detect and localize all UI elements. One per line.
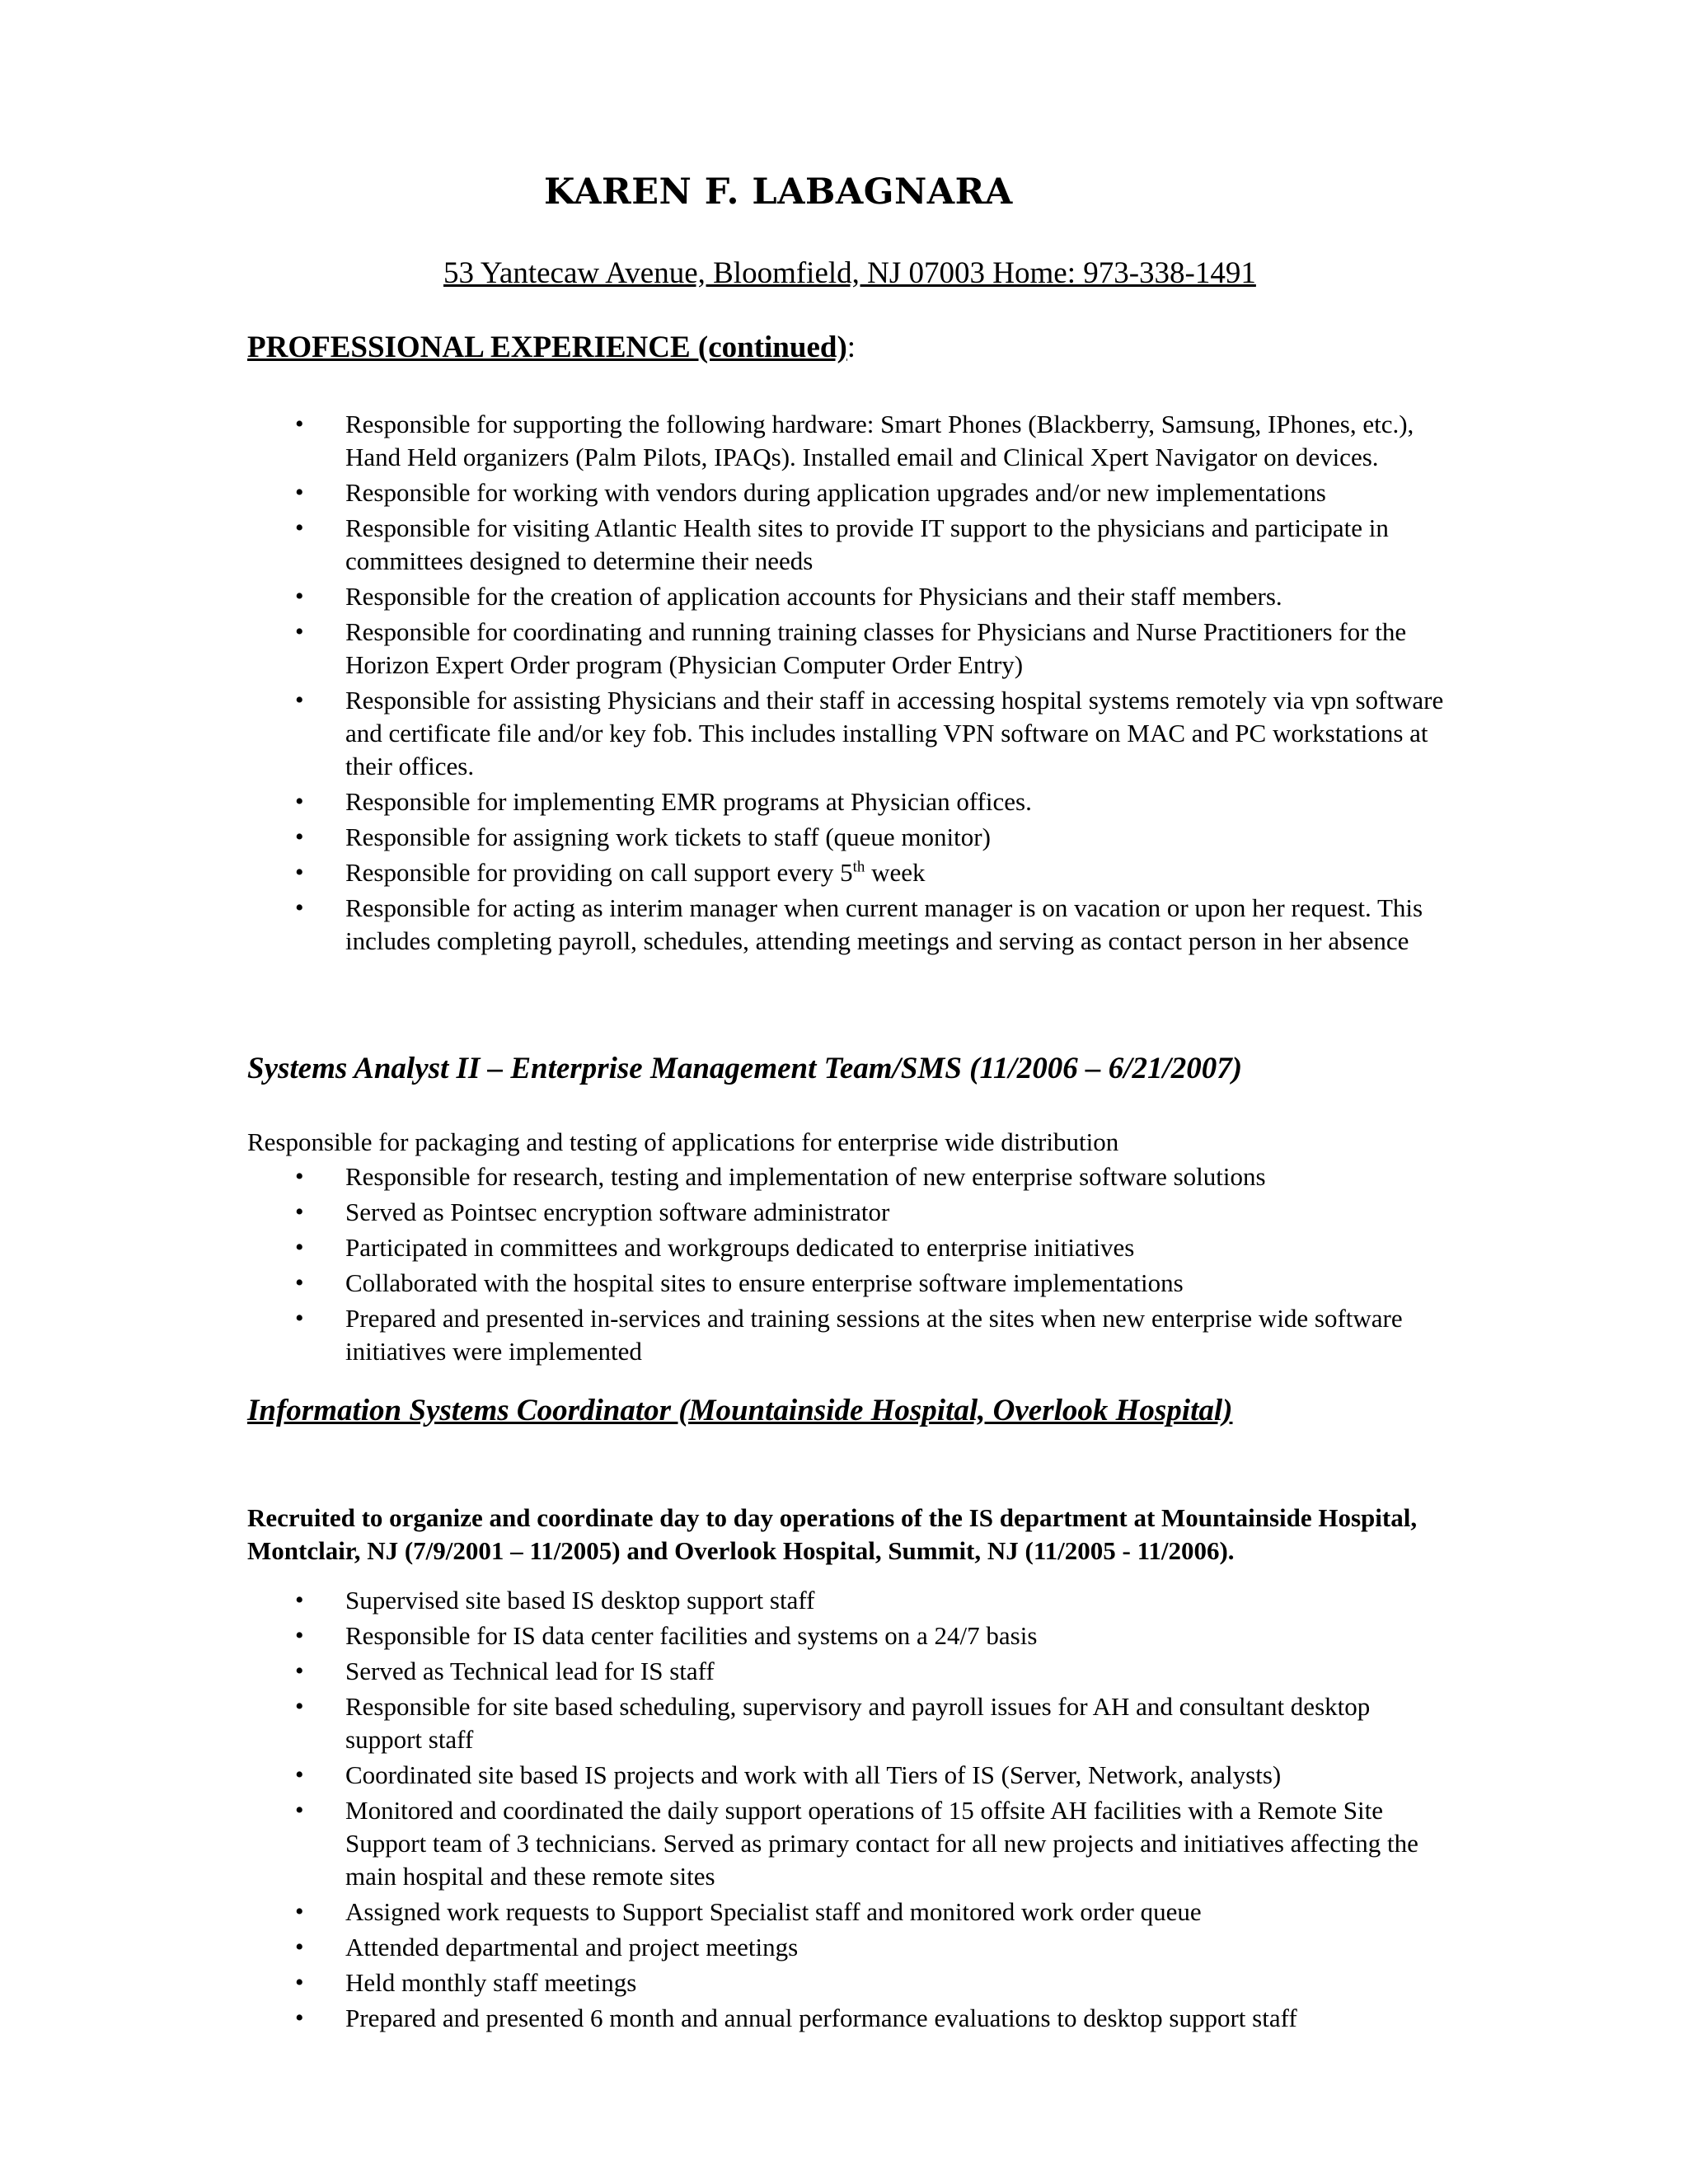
list-item bbox=[247, 1619, 1451, 1652]
list-item bbox=[247, 1196, 1451, 1229]
list-item bbox=[247, 2002, 1451, 2035]
list-item bbox=[247, 892, 1451, 958]
bullet-text: Served as Technical lead for IS staff bbox=[345, 1657, 715, 1685]
list-item bbox=[247, 1231, 1451, 1264]
list-item bbox=[247, 1759, 1451, 1792]
list-item bbox=[247, 684, 1451, 783]
bullet-text: Coordinated site based IS projects and work with all Tiers of IS (Server, Network, analysts) bbox=[345, 1760, 1282, 1789]
bullet-text: Collaborated with the hospital sites to ensure enterprise software implementations bbox=[345, 1268, 1184, 1297]
bullet-text: Responsible for site based scheduling, supervisory and payroll issues for AH and consultant desktop support staff bbox=[345, 1692, 1371, 1754]
oncall-superscript: th bbox=[852, 858, 865, 876]
bullet-text: Supervised site based IS desktop support staff bbox=[345, 1586, 815, 1615]
contact-address: 53 Yantecaw Avenue, Bloomfield, NJ 07003 Home: 973-338-1491 bbox=[443, 256, 1256, 290]
bullet-text: Responsible for assisting Physicians and their staff in accessing hospital systems remotely via vpn software and certificate file and/or key fob. This includes installing VPN software on MAC and PC workstations at their offices. bbox=[345, 686, 1444, 780]
bullet-text: Responsible for coordinating and running training classes for Physicians and Nurse Practitioners for the Horizon Expert Order program (Physician Computer Order Entry) bbox=[345, 617, 1407, 679]
bullet-text: Responsible for working with vendors during application upgrades and/or new implementations bbox=[345, 478, 1326, 507]
bullet-text: Assigned work requests to Support Specialist staff and monitored work order queue bbox=[345, 1897, 1202, 1926]
bullet-text: Responsible for the creation of application accounts for Physicians and their staff members. bbox=[345, 582, 1282, 611]
oncall-suffix: week bbox=[865, 858, 926, 887]
oncall-text: Responsible for providing on call support every 5 bbox=[345, 858, 853, 887]
bullet-text: Responsible for supporting the following hardware: Smart Phones (Blackberry, Samsung, IPhones, etc.), Hand Held organizers (Palm Pilots, IPAQs). Installed email and Clinical Xpert Navigator on devices. bbox=[345, 410, 1414, 471]
list-item bbox=[247, 1655, 1451, 1688]
analyst-intro: Responsible for packaging and testing of applications for enterprise wide distribution bbox=[247, 1127, 1119, 1156]
list-item bbox=[247, 408, 1451, 474]
job-title-is-coordinator: Information Systems Coordinator (Mountainside Hospital, Overlook Hospital) bbox=[247, 1394, 1233, 1427]
analyst-bullet-list bbox=[247, 1160, 1451, 1371]
experience-bullet-list bbox=[247, 408, 1451, 960]
list-item bbox=[247, 1966, 1451, 1999]
list-item bbox=[247, 1160, 1451, 1193]
list-item bbox=[247, 616, 1451, 682]
list-item bbox=[247, 1302, 1451, 1368]
bullet-text: Responsible for IS data center facilities and systems on a 24/7 basis bbox=[345, 1621, 1038, 1650]
list-item bbox=[247, 1931, 1451, 1964]
list-item bbox=[247, 1267, 1451, 1300]
bullet-text: Held monthly staff meetings bbox=[345, 1968, 637, 1997]
bullet-text: Responsible for assigning work tickets to staff (queue monitor) bbox=[345, 823, 991, 851]
experience-heading-colon: : bbox=[846, 330, 856, 364]
coordinator-bullet-list bbox=[247, 1584, 1451, 2037]
bullet-text: Responsible for acting as interim manager when current manager is on vacation or upon her request. This includes completing payroll, schedules, attending meetings and serving as contact person in her absence bbox=[345, 893, 1423, 955]
bullet-text: Responsible for visiting Atlantic Health sites to provide IT support to the physicians and participate in committees designed to determine their needs bbox=[345, 513, 1389, 575]
bullet-text: Responsible for implementing EMR programs at Physician offices. bbox=[345, 787, 1032, 816]
list-item bbox=[247, 785, 1451, 818]
experience-heading-text: PROFESSIONAL EXPERIENCE (continued) bbox=[247, 330, 847, 364]
list-item bbox=[247, 1794, 1451, 1893]
bullet-text: Responsible for research, testing and implementation of new enterprise software solutions bbox=[345, 1162, 1266, 1191]
list-item bbox=[247, 1896, 1451, 1929]
job-title-systems-analyst: Systems Analyst II – Enterprise Management Team/SMS (11/2006 – 6/21/2007) bbox=[247, 1052, 1243, 1085]
bullet-text: Prepared and presented in-services and training sessions at the sites when new enterprise wide software initiatives were implemented bbox=[345, 1304, 1403, 1366]
list-item bbox=[247, 1690, 1451, 1756]
list-item bbox=[247, 512, 1451, 578]
list-item bbox=[247, 821, 1451, 854]
list-item bbox=[247, 580, 1451, 613]
list-item bbox=[247, 856, 1451, 889]
coordinator-intro: Recruited to organize and coordinate day to day operations of the IS department at Mountainside Hospital, Montclair, NJ (7/9/2001 – 11/2005) and Overlook Hospital, Summit, NJ (11/2005 - 11/2006). bbox=[247, 1503, 1418, 1565]
bullet-text: Monitored and coordinated the daily support operations of 15 offsite AH facilities with a Remote Site Support team of 3 technicians. Served as primary contact for all new projects and initiatives affecting the main hospital and these remote sites bbox=[345, 1796, 1418, 1891]
bullet-text: Prepared and presented 6 month and annual performance evaluations to desktop support staff bbox=[345, 2004, 1297, 2032]
bullet-text: Participated in committees and workgroups dedicated to enterprise initiatives bbox=[345, 1233, 1135, 1262]
bullet-text: Attended departmental and project meetings bbox=[345, 1933, 799, 1961]
bullet-text: Served as Pointsec encryption software administrator bbox=[345, 1197, 890, 1226]
section-heading-experience bbox=[247, 330, 856, 365]
list-item bbox=[247, 1584, 1451, 1617]
list-item bbox=[247, 476, 1451, 509]
candidate-name: KAREN F. LABAGNARA bbox=[544, 171, 1013, 213]
